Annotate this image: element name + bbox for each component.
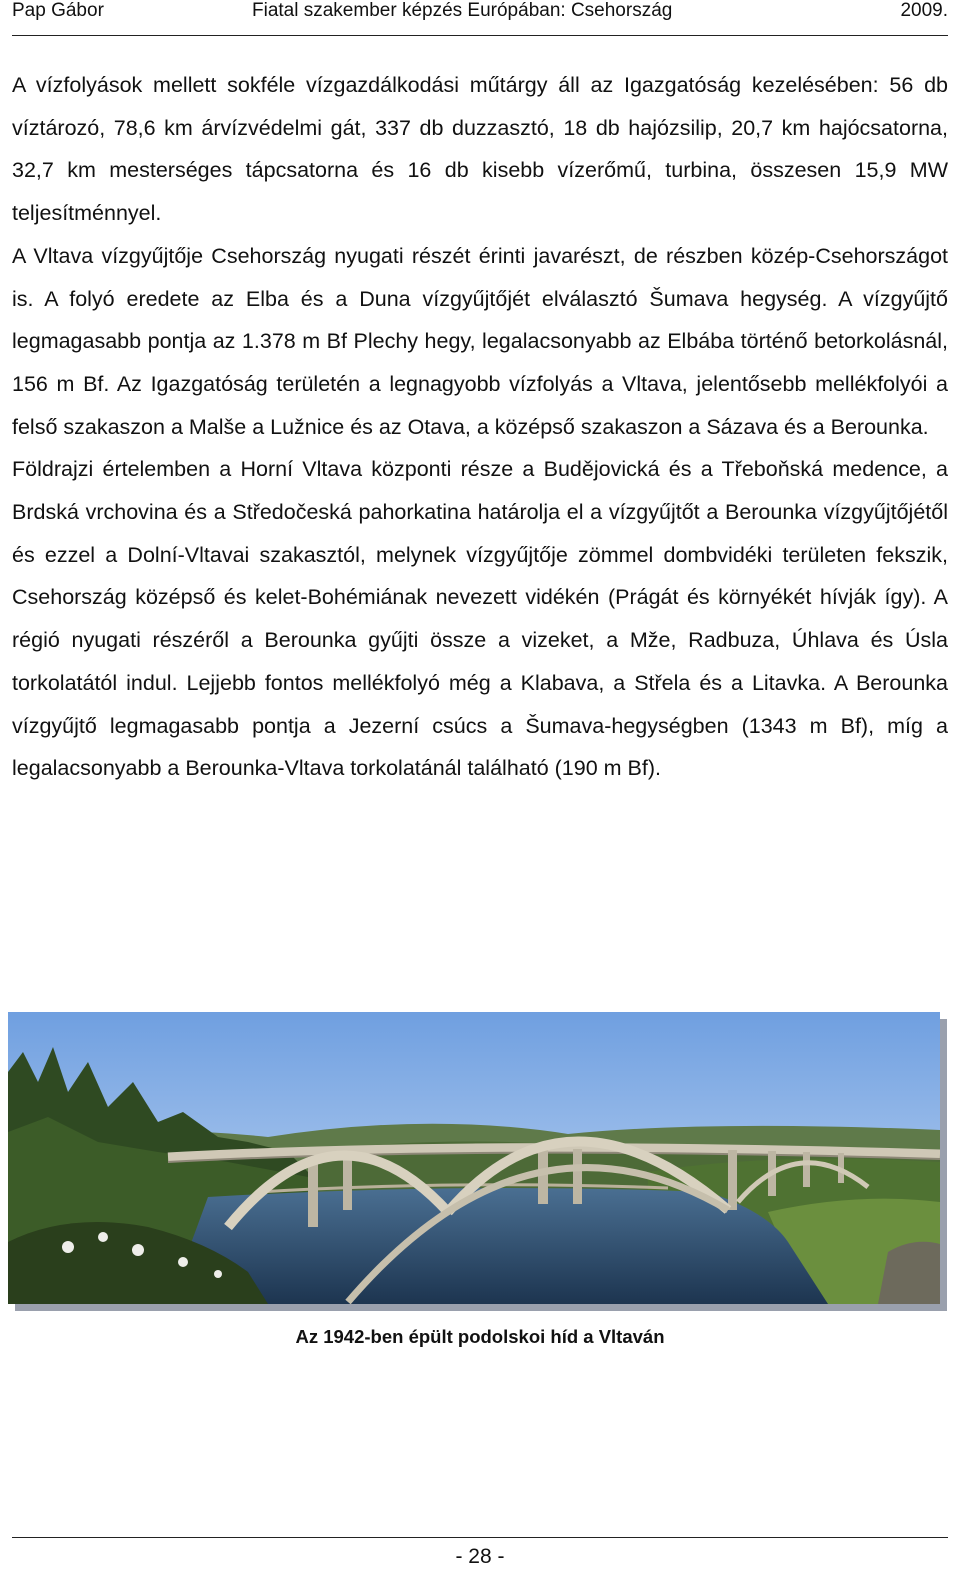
page-number: - 28 - [455,1545,505,1568]
header-divider [12,35,948,36]
header-author: Pap Gábor [12,0,104,21]
bridge-photo [8,1012,940,1304]
figure-caption: Az 1942-ben épült podolskoi híd a Vltaván [295,1326,665,1347]
header-year: 2009. [900,0,948,21]
footer-divider [12,1537,948,1538]
paragraph-water-structures: A vízfolyások mellett sokféle vízgazdálkodási műtárgy áll az Igazgatóság kezelésében: 56 db víztározó, 78,6 km árvízvédelmi gát, 337 db duzzasztó, 18 db hajózsilip, 20,7 km hajócsatorna, 32,7 km mesterséges tápcsatorna és 16 db kisebb vízerőmű, turbina, összesen 15,9 MW teljesítménnyel. [12,73,948,226]
paragraph-vltava-catchment: A Vltava vízgyűjtője Csehország nyugati részét érinti javarészt, de részben közép-Csehországot is. A folyó eredete az Elba és a Duna vízgyűjtőjét elválasztó Šumava hegység. A vízgyűjtő legmagasabb pontja az 1.378 m Bf Plechy hegy, legalacsonyabb az Elbába történő betorkolásnál, 156 m Bf. Az Igazgatóság területén a legnagyobb vízfolyás a Vltava, jelentősebb mellékfolyói a felső szakaszon a Malše a Lužnice és az Otava, a középső szakaszon a Sázava és a Berounka. [12,243,948,439]
body-text [12,64,948,790]
page-header [12,0,948,30]
header-title: Fiatal szakember képzés Európában: Csehország [252,0,673,21]
paragraph-geography: Földrajzi értelemben a Horní Vltava központi része a Budějovická és a Třeboňská medence, a Brdská vrchovina és a Středočeská pahorkatina határolja el a vízgyűjtőt a Berounka vízgyűjtőjétől és ezzel a Dolní-Vltavai szakasztól, melynek vízgyűjtője zömmel dombvidéki területen fekszik, Csehország középső és kelet-Bohémiának nevezett vidékén (Prágát és környékét hívják így). A régió nyugati részéről a Berounka gyűjti össze a vizeket, a Mže, Radbuza, Úhlava és Úsla torkolatától indul. Lejjebb fontos mellékfolyó még a Klabava, a Střela és a Litavka. A Berounka vízgyűjtő legmagasabb pontja a Jezerní csúcs a Šumava-hegységben (1343 m Bf), míg a legalacsonyabb a Berounka-Vltava torkolatánál található (190 m Bf). [12,457,948,781]
